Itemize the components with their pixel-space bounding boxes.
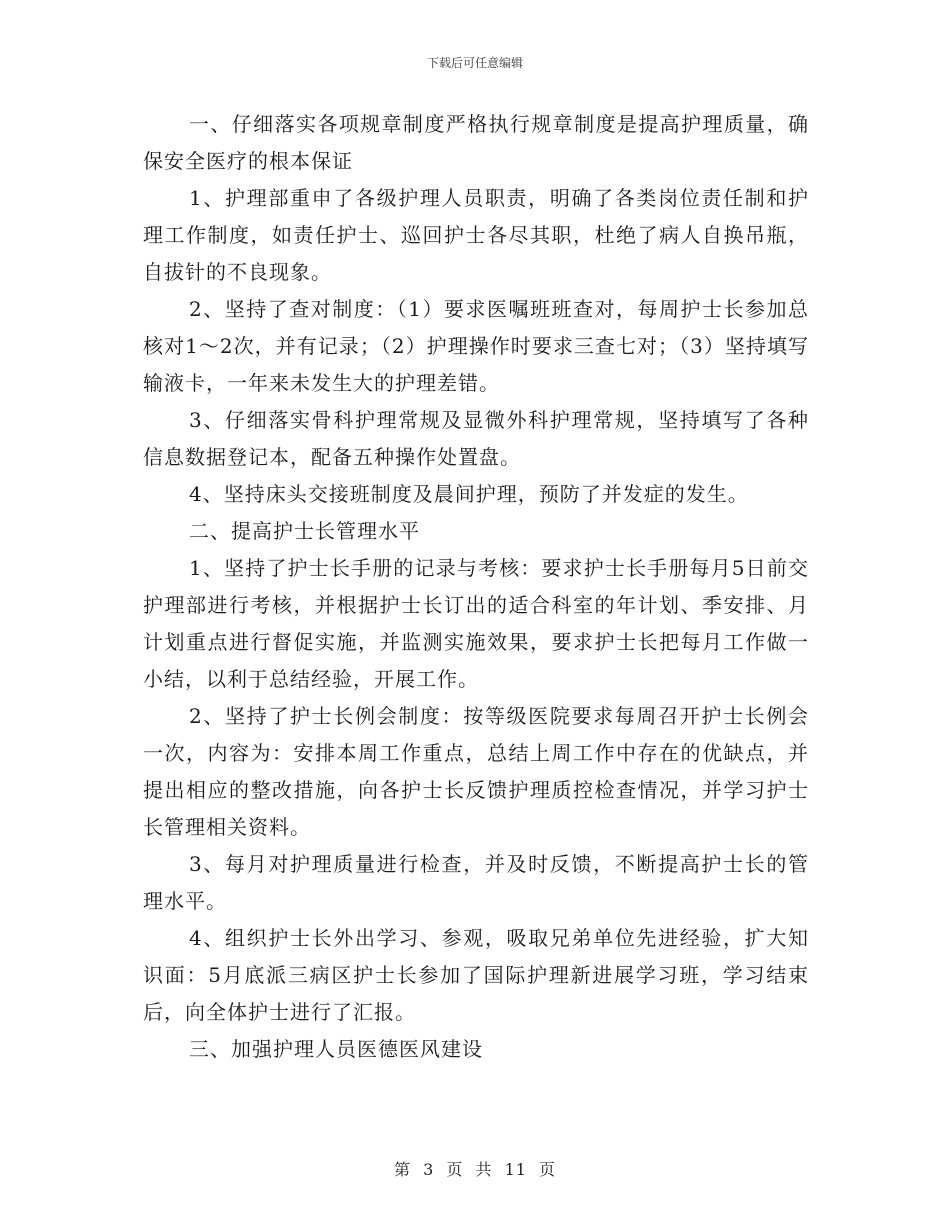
- paragraph: 1、护理部重申了各级护理人员职责，明确了各类岗位责任制和护理工作制度，如责任护士、巡回护士各尽其职，杜绝了病人自换吊瓶，自拔针的不良现象。: [143, 186, 809, 284]
- section-heading-1: 一、仔细落实各项规章制度严格执行规章制度是提高护理质量，确保安全医疗的根本保证: [143, 112, 809, 173]
- paragraph: 2、坚持了护士长例会制度：按等级医院要求每周召开护士长例会一次，内容为：安排本周工作重点，总结上周工作中存在的优缺点，并提出相应的整改措施，向各护士长反馈护理质控检查情况，并学习护士长管理相关资料。: [143, 704, 809, 839]
- paragraph: 2、坚持了查对制度：（1）要求医嘱班班查对，每周护士长参加总核对1～2次，并有记录；（2）护理操作时要求三查七对；（3）坚持填写输液卡，一年来未发生大的护理差错。: [143, 297, 809, 395]
- section-heading-3: 三、加强护理人员医德医风建设: [189, 1037, 483, 1061]
- page-footer: [0, 1157, 950, 1180]
- document-body: [143, 106, 809, 1068]
- footer-prefix: 第: [393, 1160, 411, 1179]
- paragraph: 1、坚持了护士长手册的记录与考核：要求护士长手册每月5日前交护理部进行考核，并根据护士长订出的适合科室的年计划、季安排、月计划重点进行督促实施，并监测实施效果，要求护士长把每月工作做一小结，以利于总结经验，开展工作。: [143, 556, 809, 691]
- page-total: 11: [504, 1160, 527, 1179]
- section-heading-2: 二、提高护士长管理水平: [189, 519, 420, 543]
- footer-total-word: 共: [475, 1160, 493, 1179]
- paragraph: 3、仔细落实骨科护理常规及显微外科护理常规，坚持填写了各种信息数据登记本，配备五种操作处置盘。: [143, 408, 809, 469]
- page-header: 下载后可任意编辑: [426, 56, 523, 70]
- page-number: 3: [423, 1160, 435, 1179]
- paragraph: 4、组织护士长外出学习、参观，吸取兄弟单位先进经验，扩大知识面：5月底派三病区护士长参加了国际护理新进展学习班，学习结束后，向全体护士进行了汇报。: [143, 926, 809, 1024]
- paragraph: 4、坚持床头交接班制度及晨间护理，预防了并发症的发生。: [189, 482, 749, 506]
- paragraph: 3、每月对护理质量进行检查，并及时反馈，不断提高护士长的管理水平。: [143, 852, 809, 913]
- footer-page-word: 页: [446, 1160, 464, 1179]
- footer-suffix: 页: [539, 1160, 557, 1179]
